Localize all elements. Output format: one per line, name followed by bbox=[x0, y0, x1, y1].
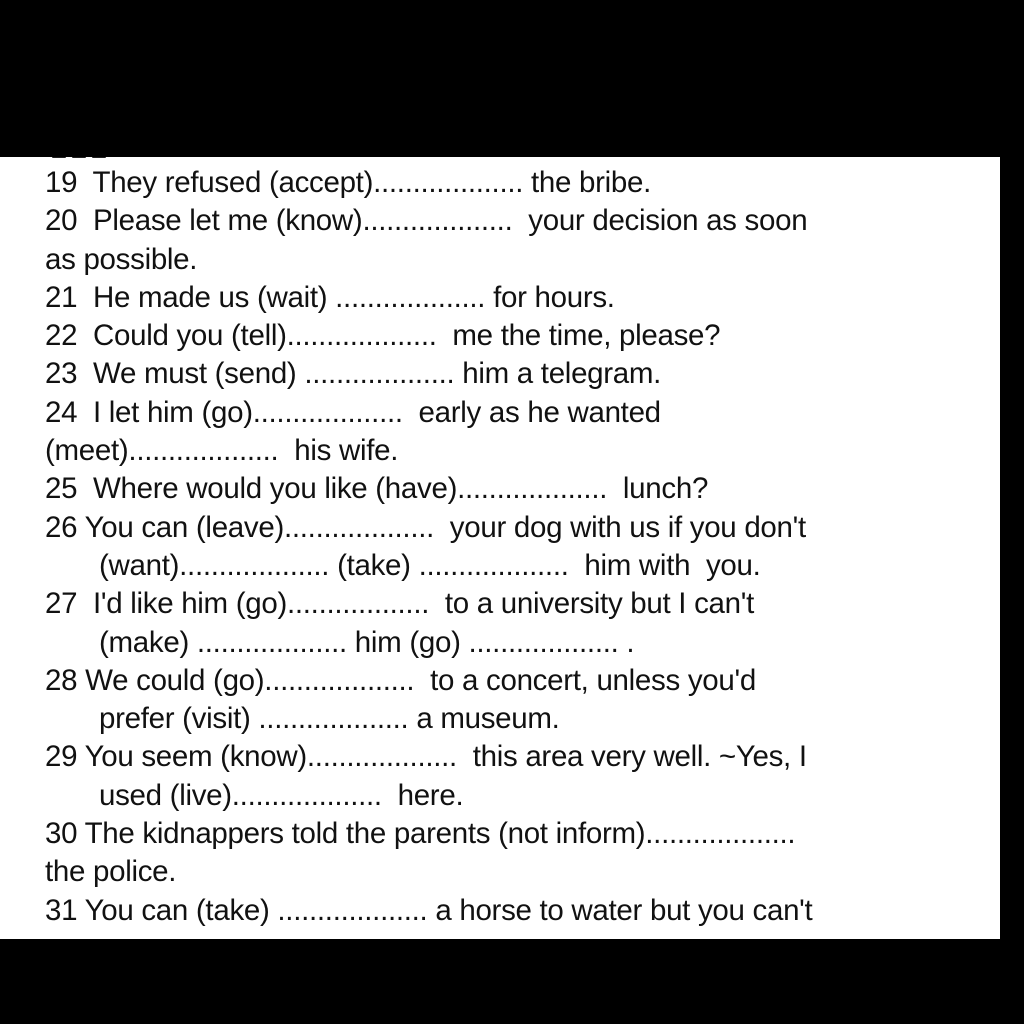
exercise-line-26: 26 You can (leave)................... your dog with us if you don't bbox=[45, 510, 806, 544]
exercise-line-25: 25 Where would you like (have)................... lunch? bbox=[45, 472, 709, 506]
cropped-text-fragment bbox=[52, 157, 122, 160]
exercise-line-20-cont: as possible. bbox=[45, 242, 198, 276]
exercise-line-29: 29 You seem (know)................... this area very well. ~Yes, I bbox=[45, 740, 807, 774]
exercise-line-30: 30 The kidnappers told the parents (not inform)................... bbox=[45, 817, 796, 851]
exercise-line-29-cont: used (live)................... here. bbox=[99, 778, 464, 812]
exercise-line-24-cont: (meet)................... his wife. bbox=[45, 434, 399, 468]
worksheet-page bbox=[0, 157, 1000, 939]
exercise-line-28: 28 We could (go)................... to a concert, unless you'd bbox=[45, 663, 756, 697]
exercise-line-28-cont: prefer (visit) ................... a museum. bbox=[99, 702, 560, 736]
exercise-line-26-cont: (want)................... (take) ................... him with you. bbox=[99, 548, 761, 582]
exercise-line-22: 22 Could you (tell)................... me the time, please? bbox=[45, 319, 721, 353]
exercise-line-27: 27 I'd like him (go).................. to a university but I can't bbox=[45, 587, 754, 621]
exercise-line-30-cont: the police. bbox=[45, 855, 177, 889]
exercise-line-19: 19 They refused (accept)................... the bribe. bbox=[45, 166, 652, 199]
exercise-line-31: 31 You can (take) ................... a horse to water but you can't bbox=[45, 893, 813, 927]
exercise-line-27-cont: (make) ................... him (go) ................... . bbox=[99, 625, 635, 659]
exercise-line-21: 21 He made us (wait) ................... for hours. bbox=[45, 280, 615, 314]
exercise-line-20: 20 Please let me (know)................... your decision as soon bbox=[45, 204, 808, 238]
exercise-line-23: 23 We must (send) ................... him a telegram. bbox=[45, 357, 662, 391]
exercise-text bbox=[45, 164, 990, 930]
exercise-line-24: 24 I let him (go)................... early as he wanted bbox=[45, 395, 661, 429]
